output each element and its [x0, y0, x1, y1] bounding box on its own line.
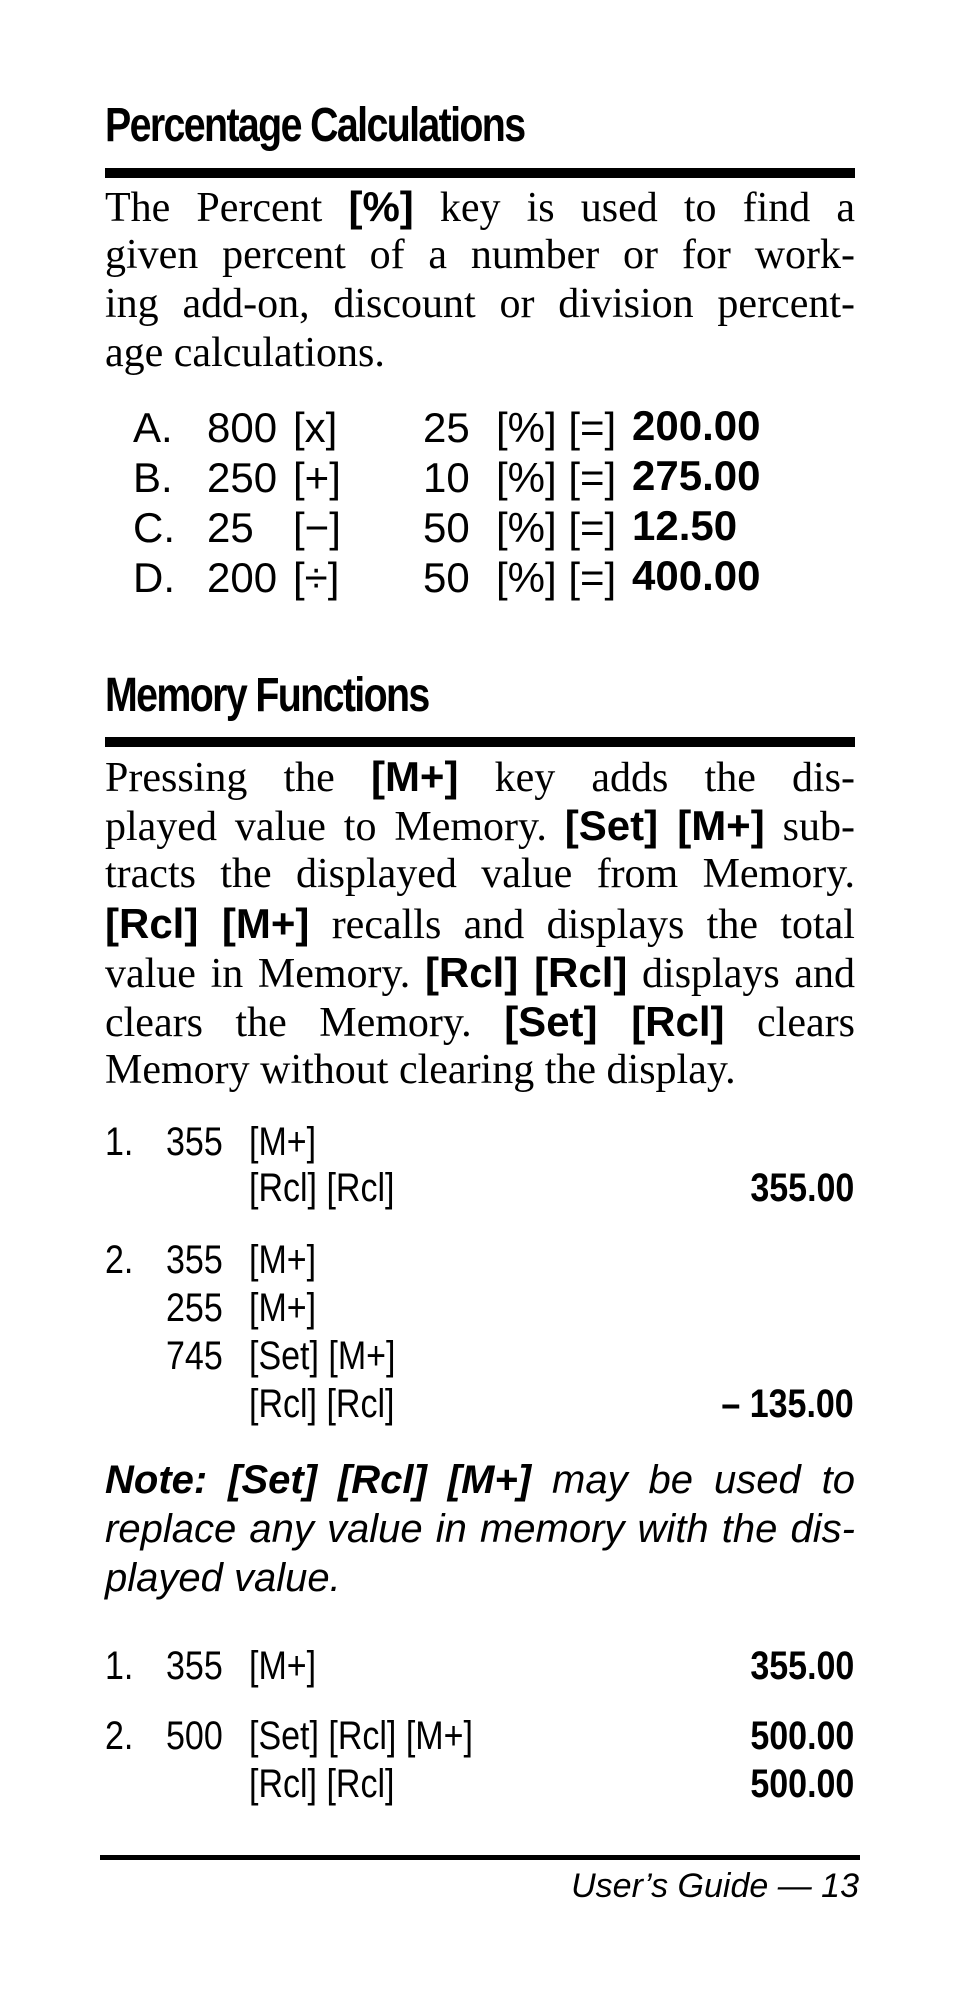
rcl-rcl-keys: [Rcl] [Rcl] [424, 949, 628, 996]
text: The Percent [105, 185, 349, 231]
example-percent: 50 [423, 554, 470, 601]
text: may be used to [531, 1458, 856, 1502]
paragraph-line [105, 182, 855, 231]
result-value: 12.50 [632, 502, 738, 549]
example-keys: [%] [=] [496, 404, 617, 451]
text: played value to Memory. [105, 804, 565, 850]
paragraph-line: Memory without clearing the display. [105, 1047, 736, 1093]
text: value in Memory. [105, 951, 425, 997]
entry-keys: [M+] [249, 1120, 317, 1164]
example-label: B. [133, 454, 173, 501]
text: clears [724, 1000, 855, 1046]
note-line [105, 1456, 855, 1505]
example-percent: 50 [423, 504, 470, 551]
text: key is used to find a [413, 185, 855, 231]
example-label: D. [133, 554, 175, 601]
paragraph-line [105, 752, 855, 801]
result-value: 500.00 [750, 1714, 854, 1758]
example-label: A. [133, 404, 173, 451]
example-percent: 25 [423, 404, 470, 451]
entry-keys: [Rcl] [Rcl] [249, 1166, 395, 1210]
paragraph-line: given percent of a number or for work- [105, 232, 855, 278]
step-number: 2. [105, 1714, 134, 1758]
result-value: 500.00 [750, 1762, 854, 1806]
mplus-key: [M+] [370, 753, 459, 800]
percentage-paragraph [105, 182, 855, 378]
step-number: 1. [105, 1644, 134, 1688]
set-rcl-keys: [Set] [Rcl] [504, 998, 725, 1045]
entry-keys: [Rcl] [Rcl] [249, 1382, 395, 1426]
example-result [632, 402, 761, 449]
text: Pressing the [105, 755, 371, 801]
example-operand: 800 [207, 404, 278, 451]
example-operand: 25 [207, 504, 254, 551]
result-value: 355.00 [750, 1166, 854, 1210]
example-result [632, 552, 761, 599]
footer-rule [100, 1855, 860, 1860]
entry-value: 355 [166, 1120, 223, 1164]
example-result [632, 502, 738, 549]
example-result [632, 452, 761, 499]
text: sub- [764, 804, 855, 850]
example-keys: [%] [=] [496, 454, 617, 501]
example-operator: [x] [293, 404, 338, 451]
result-value: 200.00 [632, 402, 761, 449]
paragraph-line: age calculations. [105, 330, 385, 376]
text: recalls and displays the total [309, 902, 855, 948]
example-operator: [−] [293, 504, 341, 551]
paragraph-line: tracts the displayed value from Memory. [105, 851, 855, 897]
section-heading-percentage: Percentage Calculations [105, 99, 525, 152]
paragraph-line: ing add-on, discount or division percent- [105, 281, 855, 327]
example-keys: [%] [=] [496, 504, 617, 551]
example-keys: [%] [=] [496, 554, 617, 601]
step-number: 2. [105, 1238, 134, 1282]
example-operand: 200 [207, 554, 278, 601]
note-line: played value. [105, 1556, 341, 1600]
paragraph-line [105, 899, 855, 948]
example-operator: [+] [293, 454, 341, 501]
example-percent: 10 [423, 454, 470, 501]
entry-value: 255 [166, 1286, 223, 1330]
entry-value: 745 [166, 1334, 223, 1378]
example-operator: [÷] [293, 554, 340, 601]
heading-rule [105, 168, 855, 178]
note-paragraph [105, 1456, 855, 1603]
text: key adds the dis- [458, 755, 855, 801]
text: clears the Memory. [105, 1000, 505, 1046]
section-heading-memory: Memory Functions [105, 669, 429, 722]
step-number: 1. [105, 1120, 134, 1164]
result-value: 400.00 [632, 552, 761, 599]
paragraph-line [105, 801, 855, 850]
entry-value: 500 [166, 1714, 223, 1758]
entry-keys: [Set] [Rcl] [M+] [249, 1714, 473, 1758]
result-value: 275.00 [632, 452, 761, 499]
text: displays and [627, 951, 855, 997]
heading-rule [105, 737, 855, 747]
result-value: 355.00 [750, 1644, 854, 1688]
entry-keys: [M+] [249, 1644, 317, 1688]
example-label: C. [133, 504, 175, 551]
set-mplus-keys: [Set] [M+] [564, 802, 765, 849]
entry-keys: [Set] [M+] [249, 1334, 396, 1378]
paragraph-line [105, 997, 855, 1046]
entry-keys: [M+] [249, 1238, 317, 1282]
page-footer: User’s Guide — 13 [571, 1867, 859, 1905]
rcl-mplus-keys: [Rcl] [M+] [105, 900, 310, 947]
note-label: Note: [Set] [Rcl] [M+] [105, 1458, 532, 1502]
entry-value: 355 [166, 1644, 223, 1688]
entry-value: 355 [166, 1238, 223, 1282]
example-operand: 250 [207, 454, 278, 501]
paragraph-line [105, 948, 855, 997]
entry-keys: [M+] [249, 1286, 317, 1330]
result-value: – 135.00 [721, 1382, 854, 1426]
memory-paragraph [105, 752, 855, 1095]
note-line: replace any value in memory with the dis- [105, 1507, 855, 1551]
percent-key: [%] [348, 183, 414, 230]
entry-keys: [Rcl] [Rcl] [249, 1762, 395, 1806]
